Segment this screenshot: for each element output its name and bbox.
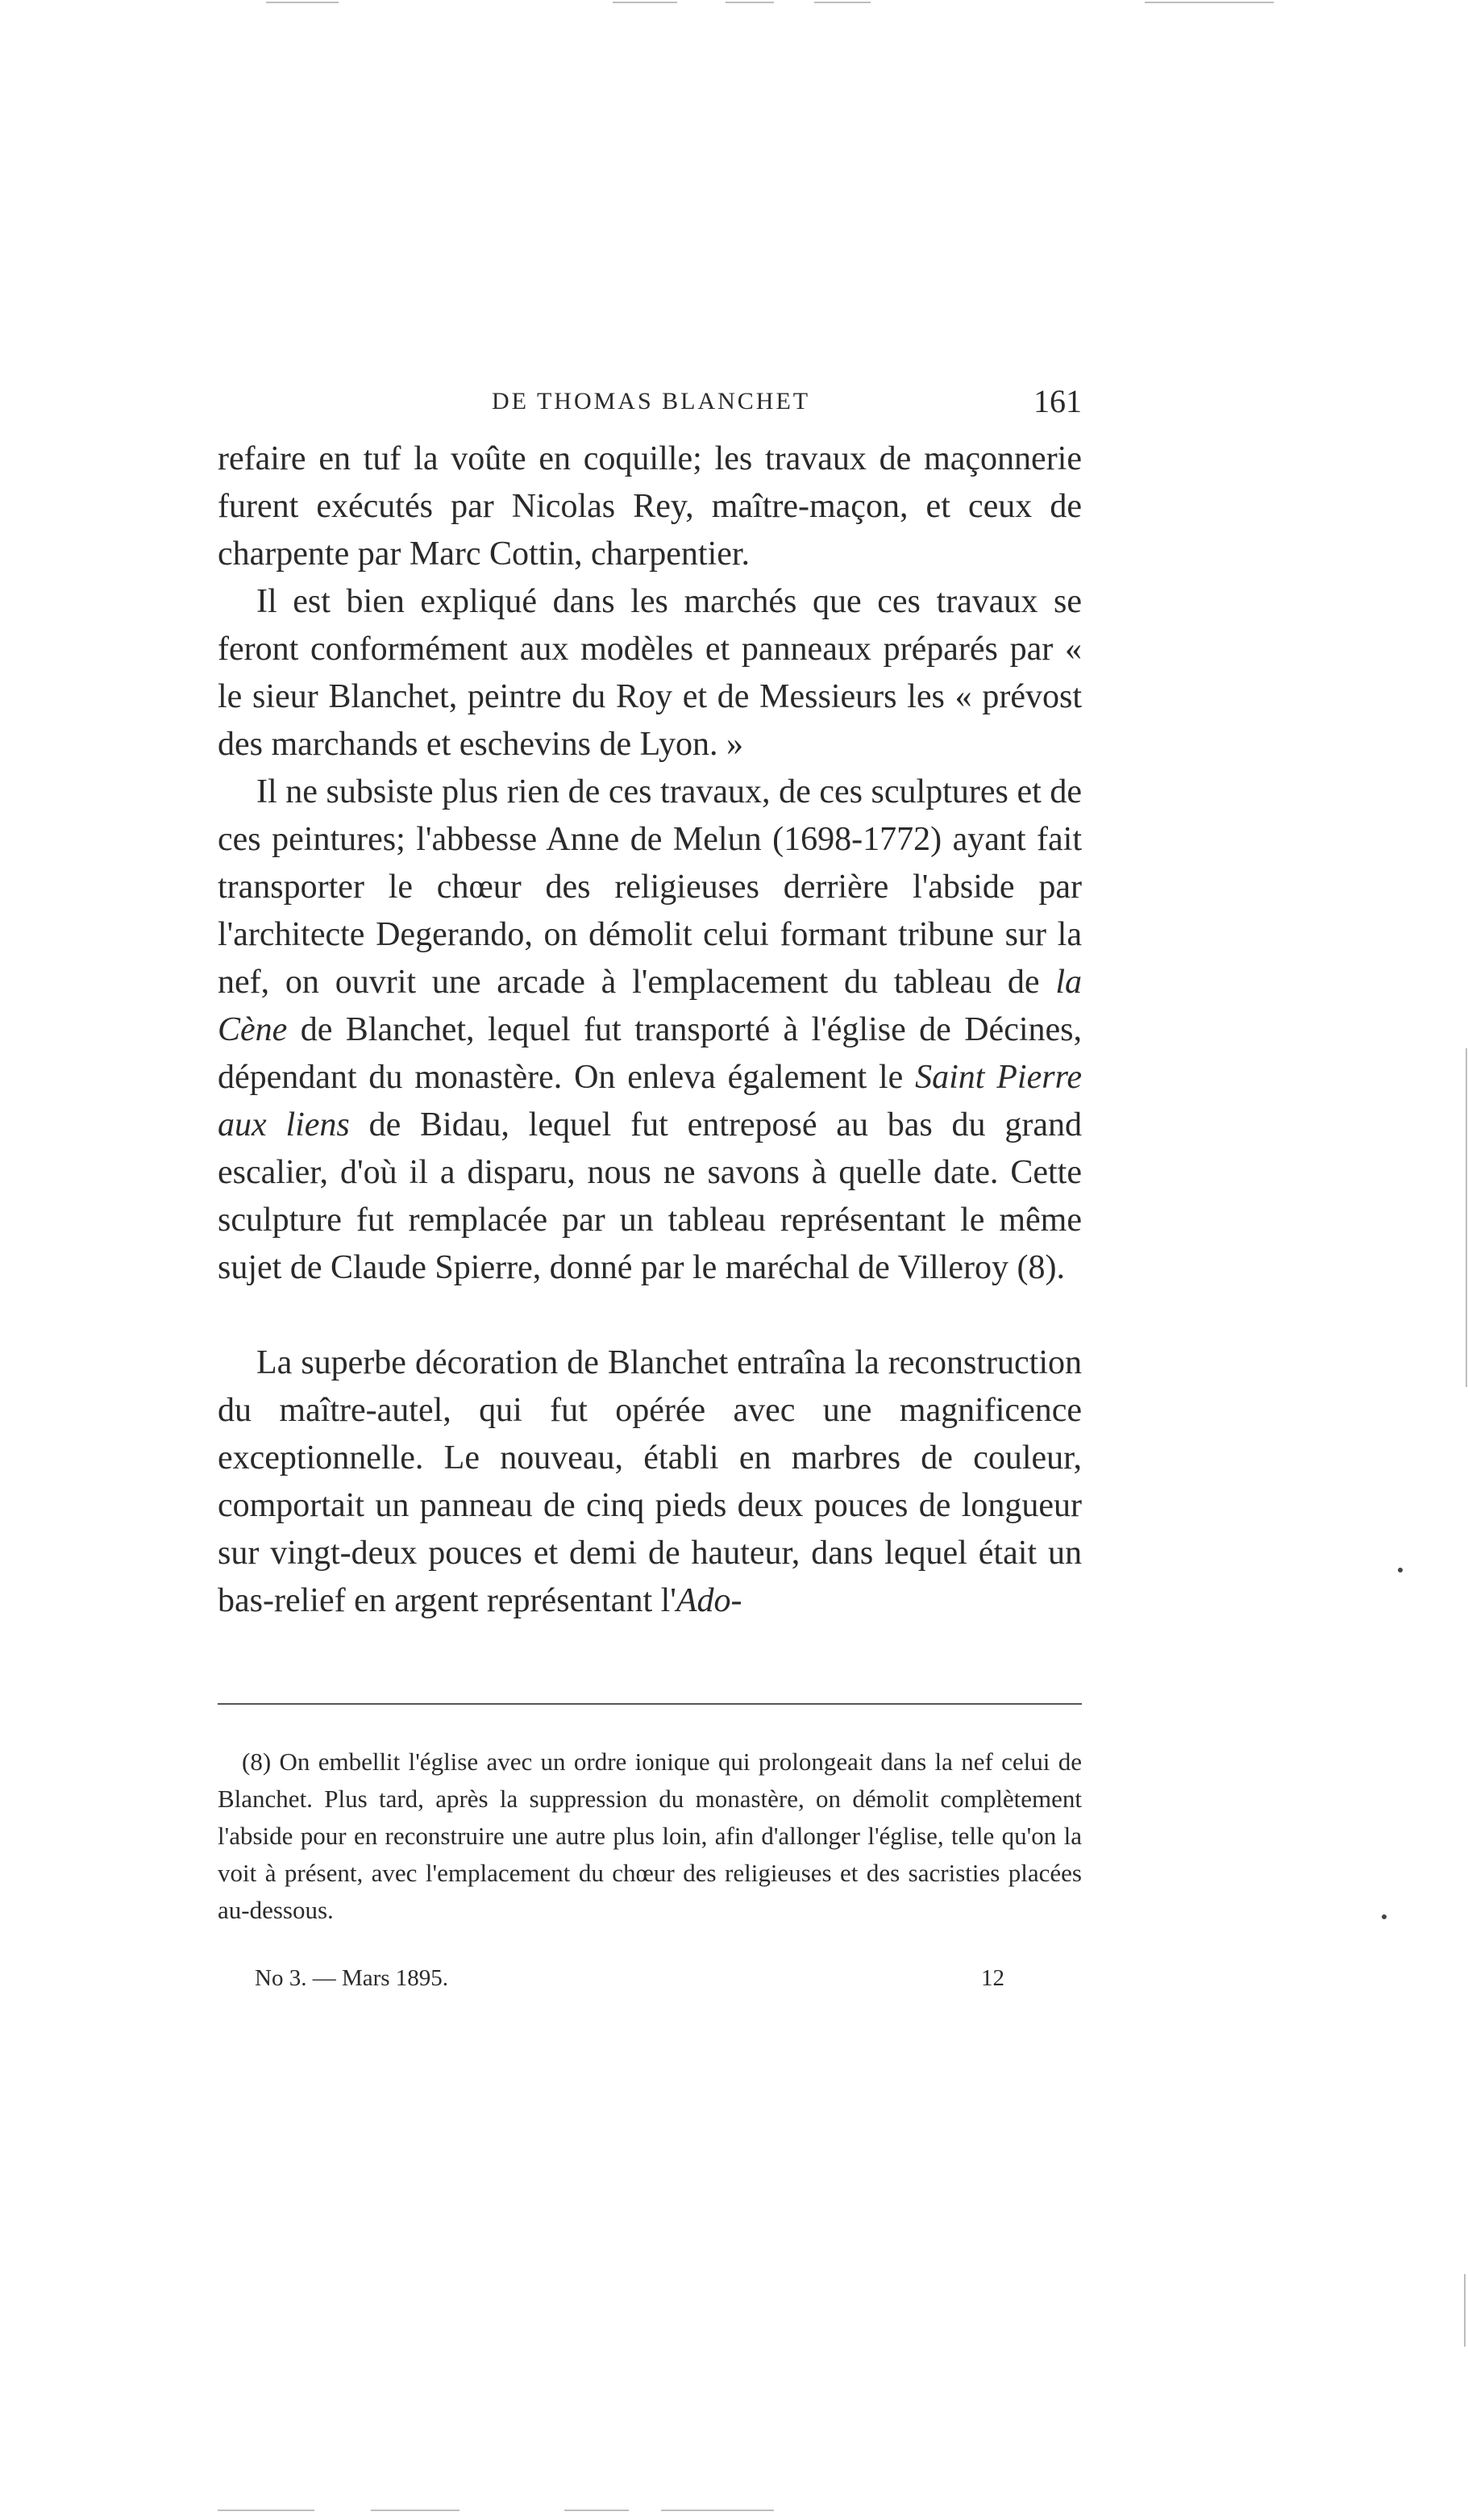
running-title: DE THOMAS BLANCHET: [492, 388, 811, 414]
footnote-rule: [218, 1703, 1082, 1705]
scan-edge-mark: [661, 2510, 774, 2511]
paragraph-text: de Bidau, lequel fut entreposé au bas du grand escalier, d'où il a disparu, nous ne savons à quelle date. Cette sculpture fut remplacée par un tableau représentant le même sujet de Claude Spierre, donné par le maréchal de Villeroy (8).: [218, 1106, 1082, 1286]
footnotes: [218, 1743, 1082, 1929]
body-text: [218, 435, 1082, 1625]
paragraph-text: Il est bien expliqué dans les marchés que ces travaux se feront conformément aux modèles et panneaux préparés par « le sieur Blanchet, peintre du Roy et de Messieurs les « prévost des marchands et eschevins de Lyon. »: [218, 583, 1082, 763]
sheet-signature: 12: [981, 1965, 1004, 1991]
scan-edge-mark: [218, 2510, 314, 2511]
scan-edge-mark: [726, 2, 774, 3]
paragraph-text: La superbe décoration de Blanchet entraîna la reconstruction du maître-autel, qui fut opérée avec une magnificence exceptionnelle. Le nouveau, établi en marbres de couleur, comportait un panneau de cinq pieds deux pouces de longueur sur vingt-deux pouces et demi de hauteur, dans lequel était un bas-relief en argent représentant l': [218, 1344, 1082, 1619]
scan-edge-mark: [613, 2, 677, 3]
scan-edge-mark: [266, 2, 339, 3]
paragraph-text: Il ne subsiste plus rien de ces travaux, de ces sculptures et de ces peintures; l'abbesse Anne de Melun (1698-1772) ayant fait transporter le chœur des religieuses derrière l'abside par l'architecte Degerando, on démolit celui formant tribune sur la nef, on ouvrit une arcade à l'emplacement du tableau de: [218, 773, 1082, 1001]
page-number: 161: [1033, 383, 1082, 419]
italic-title: Ado-: [676, 1582, 742, 1619]
issue-signature: No 3. — Mars 1895.: [255, 1965, 449, 1991]
scan-speck: [1382, 1914, 1387, 1919]
paragraph: [218, 768, 1082, 1292]
scan-edge-mark: [1466, 1048, 1467, 1387]
scan-edge-mark: [564, 2510, 629, 2511]
paragraph: [218, 578, 1082, 768]
paragraph-text: refaire en tuf la voûte en coquille; les travaux de maçonnerie furent exécutés par Nicolas Rey, maître-maçon, et ceux de charpente par Marc Cottin, charpentier.: [218, 440, 1082, 573]
italic-title: la Cène: [218, 964, 1082, 1048]
signature-line: [255, 1960, 1004, 1997]
running-header: [218, 377, 1082, 426]
italic-title: Saint Pierre aux liens: [218, 1059, 1083, 1143]
scan-edge-mark: [814, 2, 871, 3]
scan-edge-mark: [1464, 2274, 1466, 2347]
paragraph: [218, 435, 1082, 578]
scan-edge-mark: [371, 2510, 460, 2511]
paragraph: [218, 1339, 1082, 1625]
scan-edge-mark: [1145, 2, 1274, 3]
footnote: (8) On embellit l'église avec un ordre ionique qui prolongeait dans la nef celui de Blanchet. Plus tard, après la suppression du monastère, on démolit complètement l'abside pour en reconstruire une autre plus loin, afin d'allonger l'église, telle qu'on la voit à présent, avec l'emplacement du chœur des religieuses et des sacristies placées au-dessous.: [218, 1747, 1082, 1924]
scan-speck: [1398, 1568, 1403, 1572]
paragraph-text: de Blanchet, lequel fut transporté à l'église de Décines, dépendant du monastère. On enleva également le: [218, 1011, 1082, 1096]
